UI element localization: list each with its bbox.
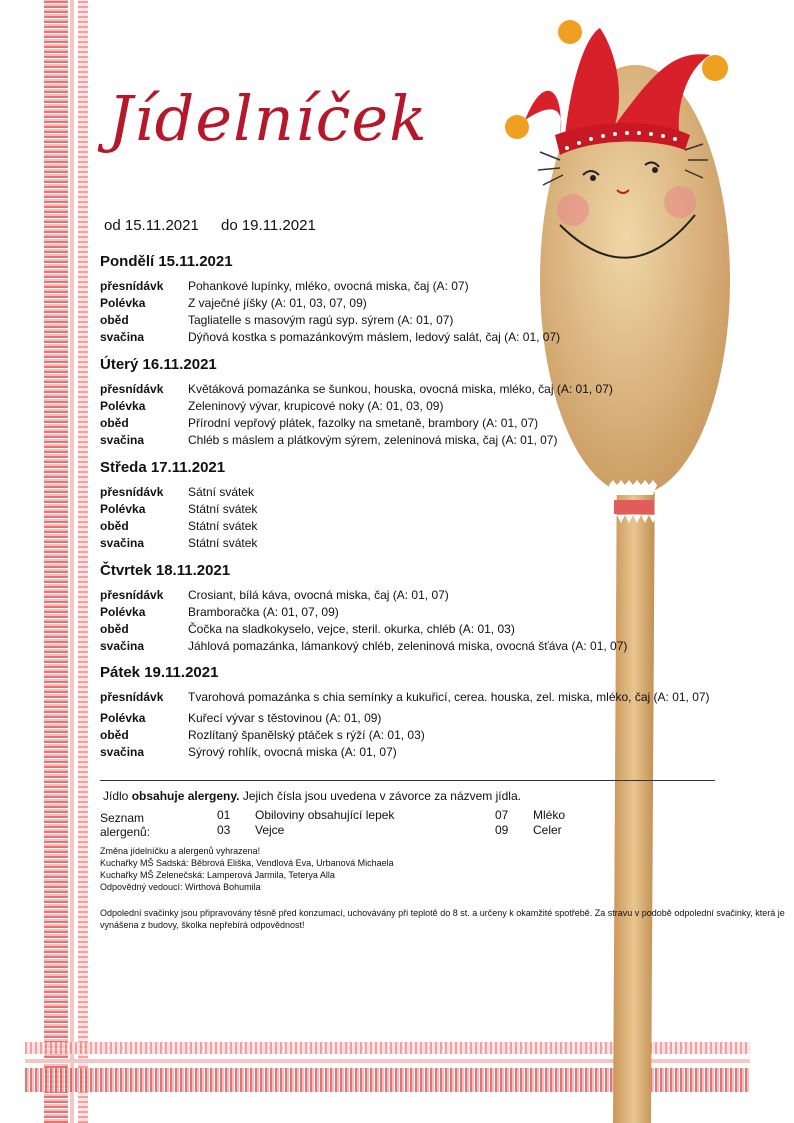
meal-lunch [100,518,710,535]
meal-text: Pohankové lupínky, mléko, ovocná miska, čaj (A: 07) [188,279,469,293]
meal-snack [100,638,710,655]
meal-label: svačina [100,330,145,344]
meal-text: Chléb s máslem a plátkovým sýrem, zeleninová miska, čaj (A: 01, 07) [188,433,558,447]
allergen-item [217,808,395,822]
note-line: Změna jídelníčku a alergenů vyhrazena! [100,846,261,856]
allergen-list-label: Seznam alergenů: [100,811,151,839]
allergen-item [217,823,285,837]
meal-text: Státní svátek [188,519,258,533]
meal-label: Polévka [100,399,146,413]
allergen-code: 07 [495,808,509,822]
allergen-note-suffix: Jejich čísla jsou uvedena v závorce za názvem jídla. [239,789,521,803]
meal-snack [100,744,710,761]
tablecloth-stripe-vertical [70,0,74,1123]
note-line: Odpovědný vedoucí: Wirthová Bohumila [100,882,261,892]
meal-breakfast [100,278,710,295]
date-range [104,217,334,234]
day-wednesday [100,459,710,552]
meal-label: svačina [100,639,145,653]
allergen-note [103,789,521,803]
meal-text: Kuřecí vývar s těstovinou (A: 01, 09) [188,711,382,725]
allergen-item [495,808,566,822]
meal-text: Květáková pomazánka se šunkou, houska, ovocná miska, mléko, čaj (A: 01, 07) [188,382,613,396]
meal-label: přesnídávk [100,382,164,396]
meal-soup [100,710,710,727]
footer-note: Odpolední svačinky jsou připravovány těsně před konzumací, uchovávány při teplotě do 8 st. a určeny k okamžité spotřebě. Za stravu v podobě odpolední svačinky, která je vynášena z budovy, školka nepřebírá odpovědnost! [100,908,785,930]
meal-label: oběd [100,416,129,430]
day-friday [100,664,710,761]
meal-label: přesnídávk [100,279,164,293]
tablecloth-stripe-vertical [78,0,88,1123]
meal-text: Zeleninový vývar, krupicové noky (A: 01, 03, 09) [188,399,444,413]
meal-label: oběd [100,313,129,327]
day-heading: Pátek 19.11.2021 [100,664,219,681]
allergen-name: Celer [533,823,562,837]
meal-text: Tvarohová pomazánka s chia semínky a kukuřicí, cerea. houska, zel. miska, mléko, čaj (A: 01, 07) [188,690,710,704]
meal-text: Tagliatelle s masovým ragú syp. sýrem (A: 01, 07) [188,313,454,327]
meal-text: Čočka na sladkokyselo, vejce, steril. okurka, chléb (A: 01, 03) [188,622,515,636]
date-to: do 19.11.2021 [220,217,316,234]
meal-snack [100,535,710,552]
meal-text: Sátní svátek [188,485,255,499]
meal-label: oběd [100,728,129,742]
day-heading: Úterý 16.11.2021 [100,356,217,373]
meal-text: Státní svátek [188,536,258,550]
note-line: Kuchařky MŠ Sadská: Běbrová Eliška, Vendlová Eva, Urbanová Michaela [100,858,394,868]
allergen-code: 09 [495,823,509,837]
meal-text: Bramboračka (A: 01, 07, 09) [188,605,339,619]
meal-breakfast [100,587,710,604]
divider [100,780,715,781]
allergen-item [495,823,562,837]
meal-lunch [100,727,710,744]
meal-label: oběd [100,622,129,636]
meal-lunch [100,621,710,638]
meal-label: oběd [100,519,129,533]
meal-breakfast [100,689,710,706]
meal-soup [100,604,710,621]
meal-lunch [100,415,710,432]
meal-label: přesnídávk [100,485,164,499]
meal-label: svačina [100,536,145,550]
meal-label: přesnídávk [100,690,164,704]
day-heading: Středa 17.11.2021 [100,459,226,476]
staff-notes [100,845,394,893]
meal-label: Polévka [100,711,146,725]
day-monday [100,253,710,346]
meal-text: Státní svátek [188,502,258,516]
meal-text: Přírodní vepřový plátek, fazolky na smetaně, brambory (A: 01, 07) [188,416,539,430]
meal-label: svačina [100,745,145,759]
meal-text: Z vaječné jíšky (A: 01, 03, 07, 09) [188,296,367,310]
meal-label: Polévka [100,605,146,619]
meal-text: Crosiant, bílá káva, ovocná miska, čaj (A: 01, 07) [188,588,449,602]
meal-label: svačina [100,433,145,447]
day-tuesday [100,356,710,449]
date-from: od 15.11.2021 [104,217,199,234]
meal-snack [100,432,710,449]
allergen-code: 01 [217,808,231,822]
allergen-name: Mléko [533,808,566,822]
allergen-name: Vejce [255,823,285,837]
note-line: Kuchařky MŠ Zelenečská: Lamperová Jarmila, Teterya Alla [100,870,335,880]
meal-breakfast [100,381,710,398]
day-thursday [100,562,710,655]
allergen-code: 03 [217,823,231,837]
allergen-note-prefix: Jídlo [103,789,132,803]
meal-text: Dýňová kostka s pomazánkovým máslem, ledový salát, čaj (A: 01, 07) [188,330,561,344]
allergen-name: Obiloviny obsahující lepek [255,808,395,822]
day-heading: Pondělí 15.11.2021 [100,253,233,270]
meal-lunch [100,312,710,329]
page-title: Jídelníček [108,82,428,155]
meal-label: přesnídávk [100,588,164,602]
meal-text: Rozlítaný španělský ptáček s rýží (A: 01, 03) [188,728,425,742]
meal-soup [100,501,710,518]
meal-snack [100,329,710,346]
meal-breakfast [100,484,710,501]
meal-text: Jáhlová pomazánka, lámankový chléb, zeleninová miska, ovocná šťáva (A: 01, 07) [188,639,628,653]
meal-label: Polévka [100,296,146,310]
day-heading: Čtvrtek 18.11.2021 [100,562,231,579]
meal-soup [100,398,710,415]
allergen-note-bold: obsahuje alergeny. [131,789,240,803]
meal-label: Polévka [100,502,146,516]
tablecloth-stripe-vertical [44,0,68,1123]
meal-text: Sýrový rohlík, ovocná miska (A: 01, 07) [188,745,397,759]
meal-soup [100,295,710,312]
